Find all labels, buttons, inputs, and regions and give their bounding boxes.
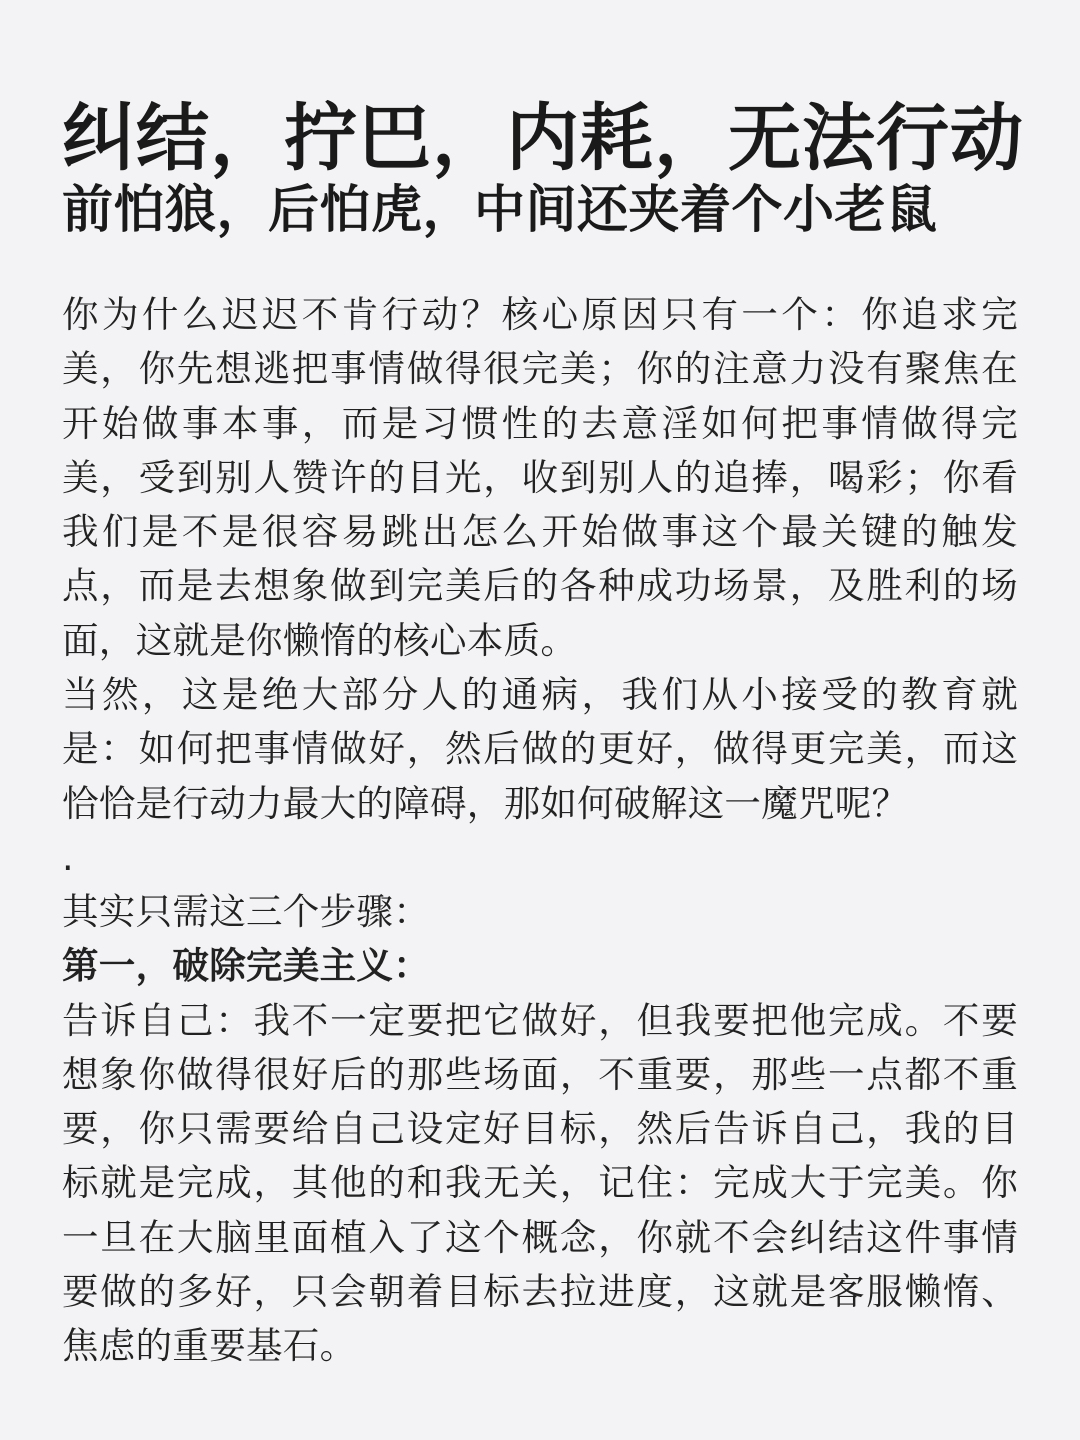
paragraph-intro: 你为什么迟迟不肯行动？核心原因只有一个：你追求完美，你先想逃把事情做得很完美；你的注意力没有聚焦在开始做事本事，而是习惯性的去意淫如何把事情做得完美，受到别人赞许的目光，收到别人的追捧，喝彩；你看我们是不是很容易跳出怎么开始做事这个最关键的触发点，而是去想象做到完美后的各种成功场景，及胜利的场面，这就是你懒惰的核心本质。 (62, 293, 1018, 662)
step-one-heading: 第一，破除完美主义： (62, 944, 430, 988)
page-title: 纠结，拧巴，内耗，无法行动 (62, 96, 1024, 181)
article-body (62, 288, 1018, 1374)
separator-dot: . (62, 835, 74, 879)
paragraph-step-one: 告诉自己：我不一定要把它做好，但我要把他完成。不要想象你做得很好后的那些场面，不重要，那些一点都不重要，你只需要给自己设定好目标，然后告诉自己，我的目标就是完成，其他的和我无关，记住：完成大于完美。你一旦在大脑里面植入了这个概念，你就不会纠结这件事情要做的多好，只会朝着目标去拉进度，这就是客服懒惰、焦虑的重要基石。 (62, 998, 1018, 1368)
paragraph-steps-intro: 其实只需这三个步骤： (62, 889, 430, 933)
paragraph-common-problem: 当然，这是绝大部分人的通病，我们从小接受的教育就是：如何把事情做好，然后做的更好，做得更完美，而这恰恰是行动力最大的障碍，那如何破解这一魔咒呢？ (62, 673, 1018, 825)
page-subtitle: 前怕狼，后怕虎，中间还夹着个小老鼠 (62, 181, 938, 240)
